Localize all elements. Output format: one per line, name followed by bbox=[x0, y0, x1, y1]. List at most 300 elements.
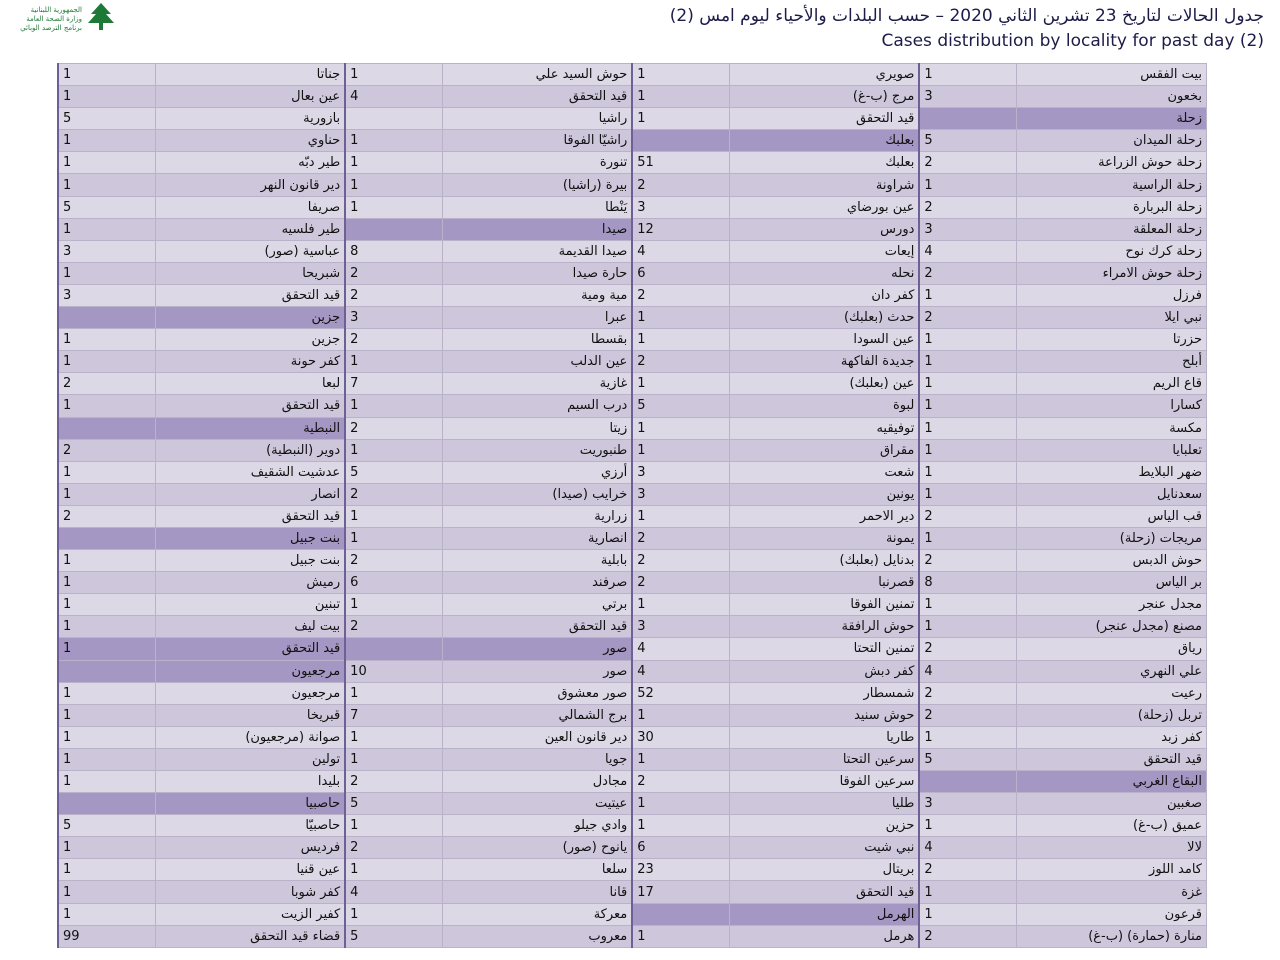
case-count-cell: 4 bbox=[919, 240, 1016, 262]
table-row bbox=[58, 284, 1207, 306]
case-count-cell: 1 bbox=[345, 395, 442, 417]
case-count-cell: 1 bbox=[919, 439, 1016, 461]
table-row bbox=[58, 771, 1207, 793]
case-count-cell: 8 bbox=[345, 240, 442, 262]
locality-cell: منارة (حمارة) (ب-غ) bbox=[1016, 925, 1206, 947]
locality-cell: قيد التحقق bbox=[729, 108, 919, 130]
case-count-cell: 2 bbox=[345, 329, 442, 351]
case-count-cell: 3 bbox=[919, 793, 1016, 815]
case-count-cell: 1 bbox=[919, 483, 1016, 505]
locality-cell: تبنين bbox=[155, 594, 345, 616]
case-count-cell: 1 bbox=[345, 196, 442, 218]
locality-cell: برج الشمالي bbox=[442, 704, 632, 726]
case-count-cell: 1 bbox=[632, 505, 729, 527]
case-count-cell: 1 bbox=[919, 174, 1016, 196]
locality-cell: مصنع (مجدل عنجر) bbox=[1016, 616, 1206, 638]
locality-cell: راشيّا الفوقا bbox=[442, 130, 632, 152]
locality-cell: قيد التحقق bbox=[155, 505, 345, 527]
case-count-cell: 1 bbox=[632, 307, 729, 329]
case-count-cell: 1 bbox=[632, 594, 729, 616]
case-count-cell: 1 bbox=[919, 64, 1016, 86]
table-row bbox=[58, 86, 1207, 108]
case-count-cell: 1 bbox=[58, 483, 155, 505]
case-count-cell: 2 bbox=[632, 527, 729, 549]
case-count-cell: 2 bbox=[345, 417, 442, 439]
case-count-cell: 1 bbox=[58, 881, 155, 903]
case-count-cell: 1 bbox=[58, 771, 155, 793]
case-count-cell: 4 bbox=[345, 86, 442, 108]
locality-cell: يَنْطا bbox=[442, 196, 632, 218]
case-count-cell: 1 bbox=[632, 815, 729, 837]
locality-cell: حوش الدبس bbox=[1016, 550, 1206, 572]
locality-cell: فرزل bbox=[1016, 284, 1206, 306]
case-count-cell: 8 bbox=[919, 572, 1016, 594]
case-count-cell: 3 bbox=[919, 218, 1016, 240]
locality-cell: بيت ليف bbox=[155, 616, 345, 638]
locality-cell: زرارية bbox=[442, 505, 632, 527]
locality-cell: رياق bbox=[1016, 638, 1206, 660]
case-count-cell: 1 bbox=[919, 594, 1016, 616]
locality-cell: نحله bbox=[729, 262, 919, 284]
locality-cell: عبرا bbox=[442, 307, 632, 329]
table-row bbox=[58, 682, 1207, 704]
locality-cell: قيد التحقق bbox=[729, 881, 919, 903]
case-count-cell: 2 bbox=[919, 682, 1016, 704]
locality-cell: زحلة كرك نوح bbox=[1016, 240, 1206, 262]
case-count-cell: 1 bbox=[919, 815, 1016, 837]
case-count-cell: 1 bbox=[919, 616, 1016, 638]
case-count-cell: 2 bbox=[345, 616, 442, 638]
locality-cell: دورس bbox=[729, 218, 919, 240]
table-row bbox=[58, 395, 1207, 417]
locality-cell: جزين bbox=[155, 329, 345, 351]
locality-cell: طليا bbox=[729, 793, 919, 815]
case-count-cell: 51 bbox=[632, 152, 729, 174]
case-count-cell: 1 bbox=[632, 373, 729, 395]
locality-cell: دير الاحمر bbox=[729, 505, 919, 527]
case-count-cell: 1 bbox=[632, 329, 729, 351]
table-row bbox=[58, 815, 1207, 837]
locality-cell: قب الياس bbox=[1016, 505, 1206, 527]
locality-cell: قيد التحقق bbox=[442, 616, 632, 638]
locality-cell: تولين bbox=[155, 748, 345, 770]
case-count-cell: 2 bbox=[345, 262, 442, 284]
locality-cell: بيرة (راشيا) bbox=[442, 174, 632, 196]
locality-cell: خرايب (صيدا) bbox=[442, 483, 632, 505]
locality-cell: يمونة bbox=[729, 527, 919, 549]
case-count-cell bbox=[58, 527, 155, 549]
locality-cell: مرجعيون bbox=[155, 682, 345, 704]
case-count-cell: 1 bbox=[919, 284, 1016, 306]
cases-table bbox=[57, 63, 1207, 948]
case-count-cell: 1 bbox=[345, 726, 442, 748]
case-count-cell: 52 bbox=[632, 682, 729, 704]
table-row bbox=[58, 64, 1207, 86]
locality-cell: أرزي bbox=[442, 461, 632, 483]
case-count-cell: 1 bbox=[58, 174, 155, 196]
locality-cell: البقاع الغربي bbox=[1016, 771, 1206, 793]
locality-cell: بعلبك bbox=[729, 130, 919, 152]
table-row bbox=[58, 329, 1207, 351]
locality-cell: صيدا bbox=[442, 218, 632, 240]
locality-cell: جويا bbox=[442, 748, 632, 770]
case-count-cell: 1 bbox=[58, 262, 155, 284]
case-count-cell: 2 bbox=[345, 837, 442, 859]
locality-cell: شبريحا bbox=[155, 262, 345, 284]
case-count-cell: 1 bbox=[58, 859, 155, 881]
case-count-cell: 30 bbox=[632, 726, 729, 748]
logo-line-2: وزارة الصحة العامة bbox=[26, 15, 82, 23]
locality-cell: شمسطار bbox=[729, 682, 919, 704]
case-count-cell: 1 bbox=[919, 903, 1016, 925]
logo-line-1: الجمهورية اللبنانية bbox=[30, 6, 82, 14]
locality-cell: عين السودا bbox=[729, 329, 919, 351]
case-count-cell: 5 bbox=[58, 196, 155, 218]
locality-cell: توفيقيه bbox=[729, 417, 919, 439]
case-count-cell: 3 bbox=[345, 307, 442, 329]
locality-cell: تعلبايا bbox=[1016, 439, 1206, 461]
locality-cell: سعدنايل bbox=[1016, 483, 1206, 505]
case-count-cell: 1 bbox=[58, 682, 155, 704]
table-row bbox=[58, 483, 1207, 505]
logo-line-3: برنامج الترصد الوبائي bbox=[20, 24, 82, 32]
locality-cell: طاريا bbox=[729, 726, 919, 748]
locality-cell: شعت bbox=[729, 461, 919, 483]
table-row bbox=[58, 461, 1207, 483]
case-count-cell: 3 bbox=[58, 284, 155, 306]
case-count-cell: 2 bbox=[632, 284, 729, 306]
case-count-cell: 1 bbox=[632, 704, 729, 726]
locality-cell: بعلبك bbox=[729, 152, 919, 174]
locality-cell: بابلية bbox=[442, 550, 632, 572]
locality-cell: غزة bbox=[1016, 881, 1206, 903]
case-count-cell bbox=[345, 638, 442, 660]
case-count-cell: 2 bbox=[919, 859, 1016, 881]
case-count-cell: 6 bbox=[345, 572, 442, 594]
locality-cell: صريفا bbox=[155, 196, 345, 218]
case-count-cell: 3 bbox=[58, 240, 155, 262]
case-count-cell: 2 bbox=[632, 572, 729, 594]
locality-cell: حوش السيد علي bbox=[442, 64, 632, 86]
locality-cell: شراونة bbox=[729, 174, 919, 196]
locality-cell: ضهر البلايط bbox=[1016, 461, 1206, 483]
ministry-logo bbox=[6, 2, 116, 46]
locality-cell: زحلة الراسية bbox=[1016, 174, 1206, 196]
case-count-cell: 6 bbox=[632, 837, 729, 859]
case-count-cell: 1 bbox=[58, 152, 155, 174]
locality-cell: حارة صيدا bbox=[442, 262, 632, 284]
table-row bbox=[58, 572, 1207, 594]
case-count-cell: 17 bbox=[632, 881, 729, 903]
case-count-cell: 1 bbox=[58, 726, 155, 748]
locality-cell: بقسطا bbox=[442, 329, 632, 351]
locality-cell: حاصبيا bbox=[155, 793, 345, 815]
case-count-cell: 1 bbox=[58, 130, 155, 152]
locality-cell: حاصبيّا bbox=[155, 815, 345, 837]
case-count-cell: 1 bbox=[919, 395, 1016, 417]
locality-cell: كفر حونة bbox=[155, 351, 345, 373]
table-row bbox=[58, 726, 1207, 748]
locality-cell: يونين bbox=[729, 483, 919, 505]
case-count-cell: 1 bbox=[58, 64, 155, 86]
locality-cell: عين بعال bbox=[155, 86, 345, 108]
case-count-cell bbox=[58, 660, 155, 682]
locality-cell: صور bbox=[442, 638, 632, 660]
locality-cell: كفر دان bbox=[729, 284, 919, 306]
table-row bbox=[58, 793, 1207, 815]
case-count-cell: 1 bbox=[632, 748, 729, 770]
locality-cell: كفر شوبا bbox=[155, 881, 345, 903]
locality-cell: عين بورضاي bbox=[729, 196, 919, 218]
case-count-cell: 1 bbox=[919, 329, 1016, 351]
case-count-cell: 3 bbox=[632, 483, 729, 505]
locality-cell: قيد التحقق bbox=[155, 638, 345, 660]
case-count-cell bbox=[58, 307, 155, 329]
locality-cell: زحلة حوش الامراء bbox=[1016, 262, 1206, 284]
locality-cell: النبطية bbox=[155, 417, 345, 439]
locality-cell: زحلة الميدان bbox=[1016, 130, 1206, 152]
case-count-cell bbox=[58, 793, 155, 815]
case-count-cell: 1 bbox=[345, 594, 442, 616]
case-count-cell: 4 bbox=[632, 638, 729, 660]
case-count-cell: 2 bbox=[919, 505, 1016, 527]
locality-cell: زحلة البربارة bbox=[1016, 196, 1206, 218]
locality-cell: بيت الفقس bbox=[1016, 64, 1206, 86]
table-row bbox=[58, 262, 1207, 284]
locality-cell: عين الدلب bbox=[442, 351, 632, 373]
locality-cell: جديدة الفاكهة bbox=[729, 351, 919, 373]
case-count-cell: 5 bbox=[919, 748, 1016, 770]
case-count-cell: 1 bbox=[58, 594, 155, 616]
case-count-cell: 1 bbox=[345, 859, 442, 881]
locality-cell: سرعين التحتا bbox=[729, 748, 919, 770]
table-row bbox=[58, 218, 1207, 240]
case-count-cell: 2 bbox=[919, 638, 1016, 660]
locality-cell: صغبين bbox=[1016, 793, 1206, 815]
table-row bbox=[58, 527, 1207, 549]
case-count-cell: 2 bbox=[58, 505, 155, 527]
case-count-cell: 2 bbox=[345, 483, 442, 505]
locality-cell: حوش سنيد bbox=[729, 704, 919, 726]
locality-cell: دير قانون النهر bbox=[155, 174, 345, 196]
locality-cell: صور bbox=[442, 660, 632, 682]
case-count-cell: 4 bbox=[919, 660, 1016, 682]
case-count-cell: 1 bbox=[58, 572, 155, 594]
case-count-cell: 10 bbox=[345, 660, 442, 682]
locality-cell: كامد اللوز bbox=[1016, 859, 1206, 881]
case-count-cell: 1 bbox=[58, 86, 155, 108]
case-count-cell: 1 bbox=[632, 793, 729, 815]
case-count-cell: 1 bbox=[919, 527, 1016, 549]
case-count-cell: 1 bbox=[345, 439, 442, 461]
table-row bbox=[58, 307, 1207, 329]
locality-cell: بدنايل (بعلبك) bbox=[729, 550, 919, 572]
locality-cell: حزين bbox=[729, 815, 919, 837]
locality-cell: زحلة المعلقة bbox=[1016, 218, 1206, 240]
locality-cell: بنت جبيل bbox=[155, 527, 345, 549]
case-count-cell: 2 bbox=[919, 196, 1016, 218]
case-count-cell: 1 bbox=[345, 748, 442, 770]
table-row bbox=[58, 505, 1207, 527]
case-count-cell: 5 bbox=[632, 395, 729, 417]
case-count-cell: 2 bbox=[919, 262, 1016, 284]
case-count-cell: 5 bbox=[919, 130, 1016, 152]
case-count-cell bbox=[58, 417, 155, 439]
locality-cell: قيد التحقق bbox=[155, 284, 345, 306]
locality-cell: صويري bbox=[729, 64, 919, 86]
locality-cell: مجدل عنجر bbox=[1016, 594, 1206, 616]
locality-cell: سرعين الفوقا bbox=[729, 771, 919, 793]
case-count-cell: 1 bbox=[58, 395, 155, 417]
case-count-cell: 1 bbox=[345, 527, 442, 549]
locality-cell: مجادل bbox=[442, 771, 632, 793]
case-count-cell: 5 bbox=[345, 925, 442, 947]
case-count-cell bbox=[345, 218, 442, 240]
table-row bbox=[58, 108, 1207, 130]
case-count-cell: 4 bbox=[632, 240, 729, 262]
case-count-cell: 1 bbox=[632, 64, 729, 86]
locality-cell: صوانة (مرجعيون) bbox=[155, 726, 345, 748]
locality-cell: مريجات (زحلة) bbox=[1016, 527, 1206, 549]
locality-cell: جزين bbox=[155, 307, 345, 329]
table-row bbox=[58, 859, 1207, 881]
table-row bbox=[58, 417, 1207, 439]
case-count-cell: 5 bbox=[345, 793, 442, 815]
locality-cell: مرج (ب-غ) bbox=[729, 86, 919, 108]
locality-cell: قيد التحقق bbox=[155, 395, 345, 417]
title-english: Cases distribution by locality for past day (2) bbox=[881, 31, 1264, 51]
table-row bbox=[58, 616, 1207, 638]
cedar-tree-icon bbox=[86, 2, 116, 32]
locality-cell: انصارية bbox=[442, 527, 632, 549]
table-row bbox=[58, 439, 1207, 461]
table-row bbox=[58, 881, 1207, 903]
locality-cell: مية ومية bbox=[442, 284, 632, 306]
table-row bbox=[58, 130, 1207, 152]
case-count-cell: 12 bbox=[632, 218, 729, 240]
case-count-cell: 7 bbox=[345, 373, 442, 395]
case-count-cell: 3 bbox=[632, 196, 729, 218]
locality-cell: حدث (بعلبك) bbox=[729, 307, 919, 329]
locality-cell: مقراق bbox=[729, 439, 919, 461]
locality-cell: بازورية bbox=[155, 108, 345, 130]
case-count-cell: 1 bbox=[345, 815, 442, 837]
locality-cell: قضاء قيد التحقق bbox=[155, 925, 345, 947]
case-count-cell: 2 bbox=[58, 439, 155, 461]
case-count-cell: 5 bbox=[345, 461, 442, 483]
case-count-cell: 1 bbox=[345, 64, 442, 86]
case-count-cell: 2 bbox=[919, 704, 1016, 726]
locality-cell: معروب bbox=[442, 925, 632, 947]
table-row bbox=[58, 174, 1207, 196]
case-count-cell: 1 bbox=[345, 682, 442, 704]
case-count-cell: 1 bbox=[345, 174, 442, 196]
case-count-cell: 1 bbox=[919, 461, 1016, 483]
locality-cell: كسارا bbox=[1016, 395, 1206, 417]
case-count-cell bbox=[919, 108, 1016, 130]
table-row bbox=[58, 903, 1207, 925]
locality-cell: صرفند bbox=[442, 572, 632, 594]
case-count-cell: 1 bbox=[919, 351, 1016, 373]
locality-cell: تمنين التحتا bbox=[729, 638, 919, 660]
locality-cell: غازية bbox=[442, 373, 632, 395]
case-count-cell: 1 bbox=[345, 152, 442, 174]
locality-cell: يانوح (صور) bbox=[442, 837, 632, 859]
case-count-cell bbox=[345, 108, 442, 130]
locality-cell: بخعون bbox=[1016, 86, 1206, 108]
case-count-cell: 5 bbox=[58, 815, 155, 837]
case-count-cell: 2 bbox=[345, 284, 442, 306]
case-count-cell: 1 bbox=[919, 373, 1016, 395]
case-count-cell: 1 bbox=[919, 881, 1016, 903]
table-row bbox=[58, 638, 1207, 660]
locality-cell: تربل (زحلة) bbox=[1016, 704, 1206, 726]
case-count-cell: 2 bbox=[919, 550, 1016, 572]
case-count-cell: 6 bbox=[632, 262, 729, 284]
case-count-cell: 2 bbox=[919, 307, 1016, 329]
case-count-cell bbox=[632, 903, 729, 925]
table-row bbox=[58, 240, 1207, 262]
locality-cell: طير فلسيه bbox=[155, 218, 345, 240]
case-count-cell: 3 bbox=[632, 616, 729, 638]
locality-cell: زيتا bbox=[442, 417, 632, 439]
locality-cell: قرعون bbox=[1016, 903, 1206, 925]
locality-cell: كفر دبش bbox=[729, 660, 919, 682]
table-row bbox=[58, 373, 1207, 395]
locality-cell: قيد التحقق bbox=[442, 86, 632, 108]
table-row bbox=[58, 837, 1207, 859]
table-row bbox=[58, 594, 1207, 616]
case-count-cell: 4 bbox=[632, 660, 729, 682]
locality-cell: نبي ايلا bbox=[1016, 307, 1206, 329]
table-row bbox=[58, 748, 1207, 770]
case-count-cell: 7 bbox=[345, 704, 442, 726]
locality-cell: حزرتا bbox=[1016, 329, 1206, 351]
locality-cell: بر الياس bbox=[1016, 572, 1206, 594]
locality-cell: قبريخا bbox=[155, 704, 345, 726]
locality-cell: صور معشوق bbox=[442, 682, 632, 704]
locality-cell: معركة bbox=[442, 903, 632, 925]
case-count-cell: 2 bbox=[919, 152, 1016, 174]
locality-cell: عين قنيا bbox=[155, 859, 345, 881]
case-count-cell: 1 bbox=[345, 505, 442, 527]
case-count-cell: 4 bbox=[919, 837, 1016, 859]
case-count-cell: 2 bbox=[919, 925, 1016, 947]
case-count-cell: 2 bbox=[345, 771, 442, 793]
locality-cell: كفر زبد bbox=[1016, 726, 1206, 748]
table-row bbox=[58, 704, 1207, 726]
case-count-cell: 1 bbox=[58, 903, 155, 925]
locality-cell: برتي bbox=[442, 594, 632, 616]
locality-cell: انصار bbox=[155, 483, 345, 505]
title-arabic: جدول الحالات لتاريخ 23 تشرين الثاني 2020 – حسب البلدات والأحياء ليوم امس (2) bbox=[669, 6, 1264, 26]
case-count-cell: 1 bbox=[58, 638, 155, 660]
locality-cell: سلعا bbox=[442, 859, 632, 881]
case-count-cell: 1 bbox=[345, 903, 442, 925]
locality-cell: قصرنبا bbox=[729, 572, 919, 594]
locality-cell: لبوة bbox=[729, 395, 919, 417]
cases-table-body bbox=[58, 64, 1207, 948]
case-count-cell bbox=[919, 771, 1016, 793]
case-count-cell: 1 bbox=[345, 130, 442, 152]
locality-cell: جناتا bbox=[155, 64, 345, 86]
locality-cell: قاع الريم bbox=[1016, 373, 1206, 395]
case-count-cell: 3 bbox=[632, 461, 729, 483]
locality-cell: زحلة حوش الزراعة bbox=[1016, 152, 1206, 174]
locality-cell: الهرمل bbox=[729, 903, 919, 925]
locality-cell: حوش الرافقة bbox=[729, 616, 919, 638]
table-row bbox=[58, 196, 1207, 218]
